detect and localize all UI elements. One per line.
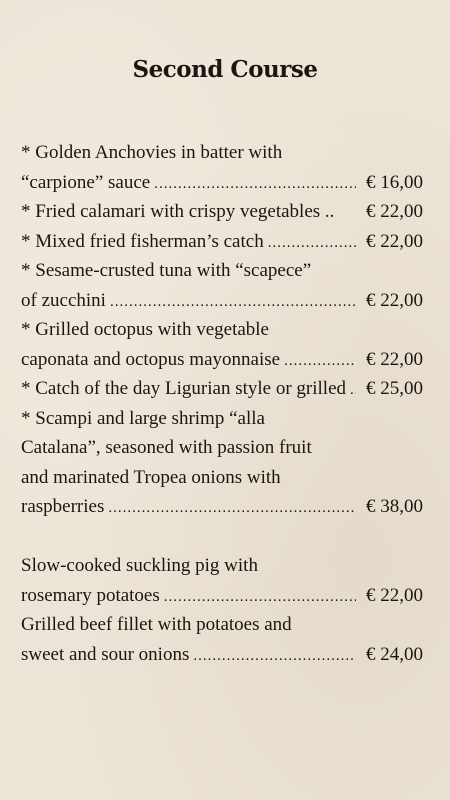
dot-leader bbox=[164, 583, 356, 613]
menu-item-line bbox=[21, 492, 423, 522]
menu-item-text: * Fried calamari with crispy vegetables .. bbox=[21, 201, 335, 222]
menu-item-line bbox=[21, 640, 423, 670]
menu-item-price: € 22,00 bbox=[366, 348, 423, 370]
dot-leader bbox=[284, 347, 356, 377]
menu-item bbox=[21, 610, 423, 669]
menu-item-line bbox=[21, 404, 423, 434]
dot-leader bbox=[193, 642, 356, 672]
menu-item-text: * Scampi and large shrimp “alla bbox=[21, 407, 265, 429]
menu-item-text: raspberries bbox=[21, 496, 105, 517]
menu-item bbox=[21, 404, 423, 522]
menu-item-line bbox=[21, 168, 423, 198]
menu-item-line bbox=[21, 551, 423, 581]
menu-item-line bbox=[21, 315, 423, 345]
menu-item bbox=[21, 197, 423, 227]
menu-item-text: sweet and sour onions bbox=[21, 643, 190, 665]
menu-item-line bbox=[21, 197, 423, 227]
menu-item-line bbox=[21, 463, 423, 493]
menu-item-text: Grilled beef fillet with potatoes and bbox=[21, 614, 292, 635]
menu-item-price: € 16,00 bbox=[366, 171, 423, 193]
menu-item-text: * Sesame-crusted tuna with “scapece” bbox=[21, 260, 312, 281]
dot-leader bbox=[110, 288, 356, 318]
dot-leader bbox=[350, 376, 356, 406]
menu-item-text: rosemary potatoes bbox=[21, 584, 160, 606]
menu-item-text: * Mixed fried fisherman’s catch bbox=[21, 230, 264, 252]
menu-item-price: € 22,00 bbox=[366, 289, 423, 311]
menu-item bbox=[21, 138, 423, 197]
menu-item bbox=[21, 315, 423, 374]
menu-item-price: € 22,00 bbox=[366, 201, 423, 222]
menu-item bbox=[21, 551, 423, 610]
menu-item-text: * Catch of the day Ligurian style or grilled bbox=[21, 378, 347, 399]
menu-item-line bbox=[21, 581, 423, 611]
section-spacer bbox=[21, 522, 423, 552]
menu-item-text: * Golden Anchovies in batter with bbox=[21, 142, 283, 163]
menu-item-price: € 22,00 bbox=[366, 230, 423, 252]
menu-item-text: “carpione” sauce bbox=[21, 171, 151, 193]
menu-item-line bbox=[21, 138, 423, 168]
menu-item-line bbox=[21, 256, 423, 286]
menu-item-text: Catalana”, seasoned with passion fruit bbox=[21, 437, 312, 458]
menu-list bbox=[21, 138, 423, 669]
menu-item-line bbox=[21, 345, 423, 375]
menu-item-price: € 38,00 bbox=[366, 496, 423, 517]
menu-item-text: Slow-cooked suckling pig with bbox=[21, 555, 258, 576]
dot-leader bbox=[154, 170, 356, 200]
menu-item-price: € 24,00 bbox=[366, 643, 423, 665]
menu-item-text: * Grilled octopus with vegetable bbox=[21, 319, 269, 340]
menu-item-line bbox=[21, 433, 423, 463]
menu-item bbox=[21, 256, 423, 315]
menu-item bbox=[21, 227, 423, 257]
page-title: Second Course bbox=[132, 56, 318, 83]
menu-item-line bbox=[21, 286, 423, 316]
dot-leader bbox=[268, 229, 356, 259]
menu-item-text: caponata and octopus mayonnaise bbox=[21, 348, 281, 370]
menu-item-line bbox=[21, 227, 423, 257]
menu-item bbox=[21, 374, 423, 404]
menu-item-text: of zucchini bbox=[21, 289, 106, 311]
menu-item-price: € 25,00 bbox=[366, 378, 423, 399]
menu-item-price: € 22,00 bbox=[366, 584, 423, 606]
dot-leader bbox=[108, 494, 356, 524]
menu-item-line bbox=[21, 374, 423, 404]
menu-item-line bbox=[21, 610, 423, 640]
menu-item-text: and marinated Tropea onions with bbox=[21, 466, 281, 488]
